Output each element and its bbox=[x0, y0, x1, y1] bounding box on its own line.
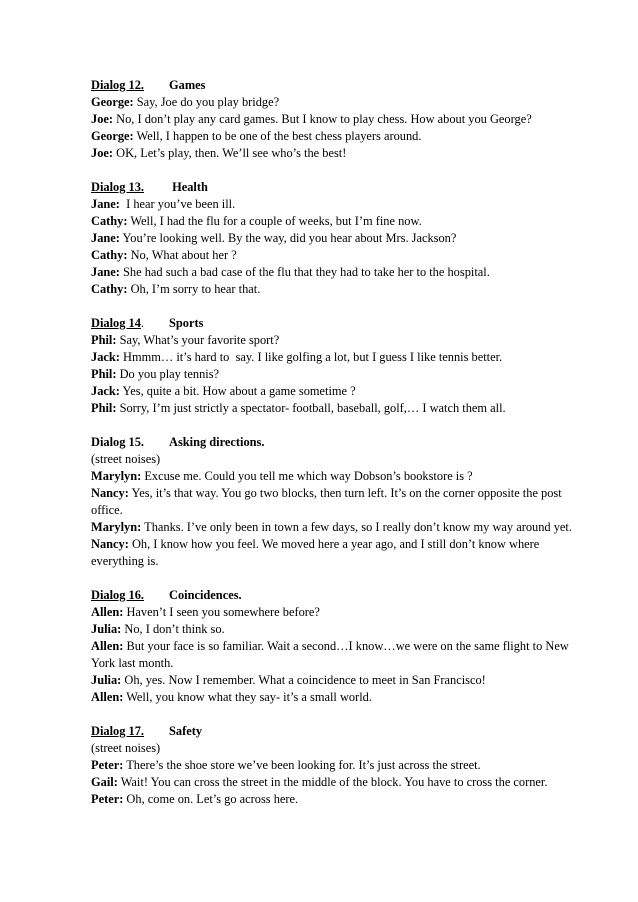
speaker-name: Jack: bbox=[91, 350, 120, 364]
line-text: Say, What’s your favorite sport? bbox=[116, 333, 280, 347]
dialog-line bbox=[91, 230, 575, 247]
dialog-line bbox=[91, 196, 575, 213]
dialog-line bbox=[91, 247, 575, 264]
dialog-line bbox=[91, 485, 575, 519]
line-text: No, What about her ? bbox=[127, 248, 237, 262]
speaker-name: Joe: bbox=[91, 146, 114, 160]
speaker-name: Marylyn: bbox=[91, 520, 142, 534]
dialog-line bbox=[91, 638, 575, 672]
dialog-line bbox=[91, 757, 575, 774]
dialog-line bbox=[91, 383, 575, 400]
speaker-name: George: bbox=[91, 95, 134, 109]
dialog-title: Coincidences. bbox=[169, 588, 242, 602]
line-text: Well, you know what they say- it’s a small world. bbox=[123, 690, 372, 704]
line-text: I hear you’ve been ill. bbox=[119, 197, 236, 211]
dialog-line bbox=[91, 468, 575, 485]
speaker-name: Julia: bbox=[91, 673, 122, 687]
dialog-heading bbox=[91, 434, 575, 451]
dialog-line bbox=[91, 349, 575, 366]
stage-note: (street noises) bbox=[91, 741, 161, 755]
speaker-name: Jane: bbox=[91, 231, 120, 245]
document-page bbox=[91, 77, 575, 825]
speaker-name: Phil: bbox=[91, 401, 117, 415]
dialog-section bbox=[91, 723, 575, 808]
line-text: Oh, I’m sorry to hear that. bbox=[127, 282, 261, 296]
line-text: Say, Joe do you play bridge? bbox=[133, 95, 280, 109]
line-text: No, I don’t play any card games. But I know to play chess. How about you George? bbox=[113, 112, 532, 126]
speaker-name: Cathy: bbox=[91, 214, 128, 228]
line-text: Hmmm… it’s hard to say. I like golfing a lot, but I guess I like tennis better. bbox=[119, 350, 503, 364]
dialog-number: Dialog 12. bbox=[91, 78, 145, 92]
speaker-name: Peter: bbox=[91, 758, 124, 772]
dialog-line bbox=[91, 621, 575, 638]
dialog-number-wrap bbox=[91, 315, 169, 332]
line-text: Yes, it’s that way. You go two blocks, then turn left. It’s on the corner opposite the post office. bbox=[91, 486, 565, 517]
dialog-line bbox=[91, 332, 575, 349]
dialog-line bbox=[91, 672, 575, 689]
dialog-section bbox=[91, 179, 575, 298]
line-text: You’re looking well. By the way, did you hear about Mrs. Jackson? bbox=[119, 231, 457, 245]
dialog-number-wrap bbox=[91, 434, 169, 451]
dialog-line bbox=[91, 604, 575, 621]
line-text: Oh, yes. Now I remember. What a coincidence to meet in San Francisco! bbox=[121, 673, 486, 687]
dialog-heading bbox=[91, 179, 575, 196]
dialog-number-wrap bbox=[91, 587, 169, 604]
stage-note: (street noises) bbox=[91, 452, 161, 466]
line-text: Yes, quite a bit. How about a game sometime ? bbox=[119, 384, 356, 398]
speaker-name: Marylyn: bbox=[91, 469, 142, 483]
speaker-name: Nancy: bbox=[91, 537, 129, 551]
dialog-line bbox=[91, 128, 575, 145]
dialog-number: Dialog 13. bbox=[91, 180, 145, 194]
speaker-name: Allen: bbox=[91, 690, 124, 704]
dialog-number-wrap bbox=[91, 179, 169, 196]
dialog-title: Asking directions. bbox=[169, 435, 265, 449]
dialog-heading bbox=[91, 77, 575, 94]
line-text: Thanks. I’ve only been in town a few days, so I really don’t know my way around yet. bbox=[141, 520, 572, 534]
line-text: There’s the shoe store we’ve been looking for. It’s just across the street. bbox=[123, 758, 481, 772]
speaker-name: Phil: bbox=[91, 367, 117, 381]
speaker-name: Cathy: bbox=[91, 248, 128, 262]
dialog-line bbox=[91, 111, 575, 128]
dialog-section bbox=[91, 315, 575, 417]
speaker-name: Jane: bbox=[91, 265, 120, 279]
line-text: OK, Let’s play, then. We’ll see who’s the best! bbox=[113, 146, 347, 160]
dialog-line bbox=[91, 281, 575, 298]
dialog-line bbox=[91, 774, 575, 791]
dialog-line bbox=[91, 791, 575, 808]
speaker-name: Peter: bbox=[91, 792, 124, 806]
dialog-heading bbox=[91, 315, 575, 332]
dialog-line bbox=[91, 366, 575, 383]
line-text: No, I don’t think so. bbox=[121, 622, 225, 636]
dialog-line bbox=[91, 689, 575, 706]
dialog-number: Dialog 16. bbox=[91, 588, 145, 602]
speaker-name: Allen: bbox=[91, 605, 124, 619]
dialog-line bbox=[91, 519, 575, 536]
dialog-line bbox=[91, 264, 575, 281]
dialog-title: Games bbox=[169, 78, 206, 92]
line-text: Wait! You can cross the street in the middle of the block. You have to cross the corner. bbox=[117, 775, 548, 789]
dialog-number: Dialog 15. bbox=[91, 435, 145, 449]
line-text: Well, I happen to be one of the best chess players around. bbox=[133, 129, 422, 143]
dialog-heading bbox=[91, 723, 575, 740]
speaker-name: Allen: bbox=[91, 639, 124, 653]
line-text: She had such a bad case of the flu that they had to take her to the hospital. bbox=[119, 265, 490, 279]
dialog-title: Health bbox=[169, 180, 208, 194]
line-text: Sorry, I’m just strictly a spectator- football, baseball, golf,… I watch them all. bbox=[116, 401, 506, 415]
dialog-line bbox=[91, 94, 575, 111]
speaker-name: Jane: bbox=[91, 197, 120, 211]
dialog-section bbox=[91, 587, 575, 706]
dialog-title: Safety bbox=[169, 724, 203, 738]
line-text: Oh, I know how you feel. We moved here a year ago, and I still don’t know where everything is. bbox=[91, 537, 543, 568]
speaker-name: Cathy: bbox=[91, 282, 128, 296]
speaker-name: Nancy: bbox=[91, 486, 129, 500]
line-text: Well, I had the flu for a couple of weeks, but I’m fine now. bbox=[127, 214, 422, 228]
speaker-name: Joe: bbox=[91, 112, 114, 126]
dialog-line bbox=[91, 145, 575, 162]
line-text: Do you play tennis? bbox=[116, 367, 220, 381]
line-text: But your face is so familiar. Wait a second…I know…we were on the same flight to New York last month. bbox=[91, 639, 572, 670]
dialog-line bbox=[91, 213, 575, 230]
dialog-title: Sports bbox=[169, 316, 204, 330]
line-text: Haven’t I seen you somewhere before? bbox=[123, 605, 320, 619]
dialog-number: Dialog 14 bbox=[91, 316, 141, 330]
dialog-line bbox=[91, 400, 575, 417]
speaker-name: George: bbox=[91, 129, 134, 143]
speaker-name: Julia: bbox=[91, 622, 122, 636]
speaker-name: Jack: bbox=[91, 384, 120, 398]
dialog-number-suffix: . bbox=[140, 316, 145, 330]
dialog-line bbox=[91, 536, 575, 570]
dialog-number-wrap bbox=[91, 77, 169, 94]
speaker-name: Gail: bbox=[91, 775, 118, 789]
line-text: Oh, come on. Let’s go across here. bbox=[123, 792, 299, 806]
dialog-number-wrap bbox=[91, 723, 169, 740]
dialog-section bbox=[91, 77, 575, 162]
speaker-name: Phil: bbox=[91, 333, 117, 347]
dialog-number: Dialog 17. bbox=[91, 724, 145, 738]
dialog-section bbox=[91, 434, 575, 570]
dialog-heading bbox=[91, 587, 575, 604]
line-text: Excuse me. Could you tell me which way Dobson’s bookstore is ? bbox=[141, 469, 473, 483]
